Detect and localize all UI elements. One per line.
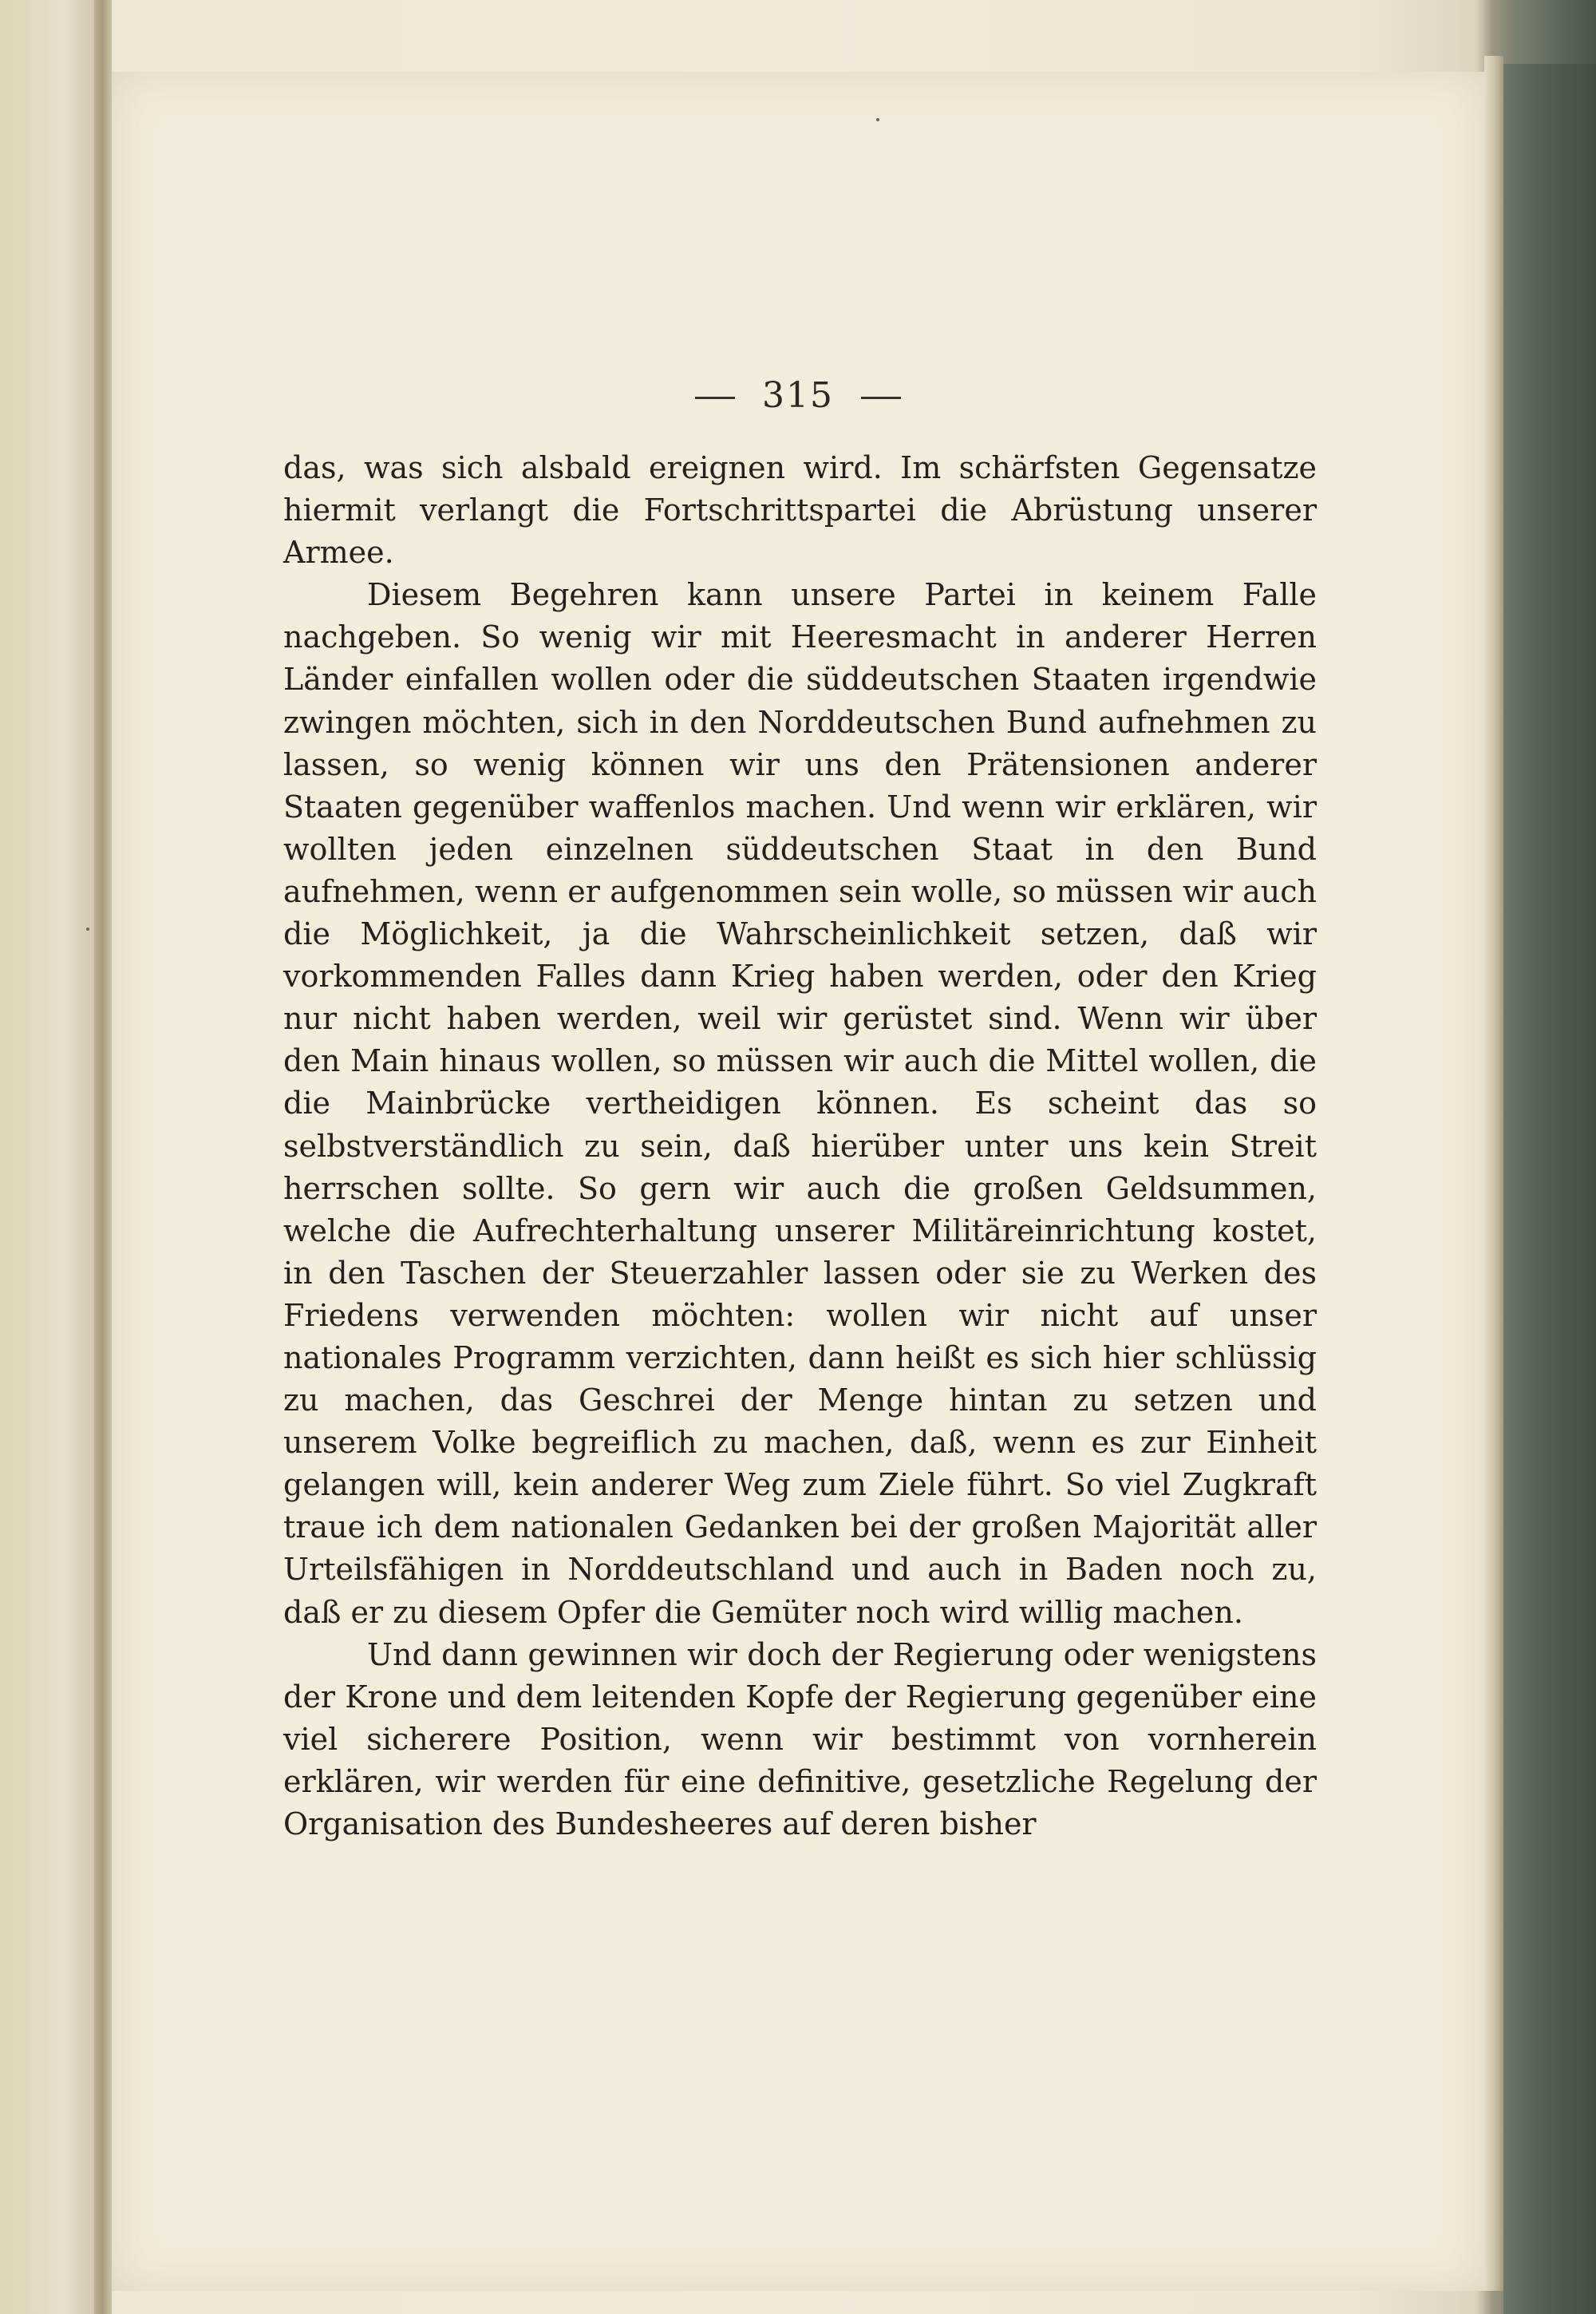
left-page-edge [0, 0, 104, 2314]
body-text [283, 447, 1317, 1845]
book-cover-edge [1503, 64, 1596, 2314]
page-number-dash-left [695, 397, 735, 399]
paper-speck [86, 928, 89, 931]
book-page [112, 72, 1484, 2291]
page-number-value: 315 [762, 375, 834, 416]
right-page-edge [1484, 56, 1503, 2291]
paragraph-1: das, was sich alsbald ereignen wird. Im schärfsten Gegensatze hiermit verlangt die Fortschrittspartei die Abrüstung unserer Armee. [283, 450, 1317, 571]
paper-speck [876, 118, 879, 121]
paragraph-2: Diesem Begehren kann unsere Partei in keinem Falle nachgeben. So wenig wir mit Heeresmacht in anderer Herren Länder einfallen wollen oder die süddeutschen Staaten irgendwie zwingen möchten, sich in den Norddeutschen Bund aufnehmen zu lassen, so wenig können wir uns den Prätensionen anderer Staaten gegenüber waffenlos machen. Und wenn wir erklären, wir wollten jeden einzelnen süddeutschen Staat in den Bund aufnehmen, wenn er aufgenommen sein wolle, so müssen wir auch die Möglichkeit, ja die Wahrscheinlichkeit setzen, daß wir vorkommenden Falles dann Krieg haben werden, oder den Krieg nur nicht haben werden, weil wir gerüstet sind. Wenn wir über den Main hinaus wollen, so müssen wir auch die Mittel wollen, die die Mainbrücke vertheidigen können. Es scheint das so selbstverständlich zu sein, daß hierüber unter uns kein Streit herrschen sollte. So gern wir auch die großen Geldsummen, welche die Aufrechterhaltung unserer Militäreinrichtung kostet, in den Taschen der Steuerzahler lassen oder sie zu Werken des Friedens verwenden möchten: wollen wir nicht auf unser nationales Programm verzichten, dann heißt es sich hier schlüssig zu machen, das Geschrei der Menge hintan zu setzen und unserem Volke begreiflich zu machen, daß, wenn es zur Einheit gelangen will, kein anderer Weg zum Ziele führt. So viel Zugkraft traue ich dem nationalen Gedanken bei der großen Majorität aller Urteilsfähigen in Norddeutschland und auch in Baden noch zu, daß er zu diesem Opfer die Gemüter noch wird willig machen. [283, 577, 1317, 1630]
page-number-dash-right [861, 397, 901, 399]
paragraph-3: Und dann gewinnen wir doch der Regierung oder wenigstens der Krone und dem leitenden Kopfe der Regierung gegenüber eine viel sicherere Position, wenn wir bestimmt von vornherein erklären, wir werden für eine definitive, gesetzliche Regelung der Organisation des Bundesheeres auf deren bisher [283, 1636, 1317, 1841]
page-number [112, 375, 1484, 416]
book-gutter [94, 0, 112, 2314]
